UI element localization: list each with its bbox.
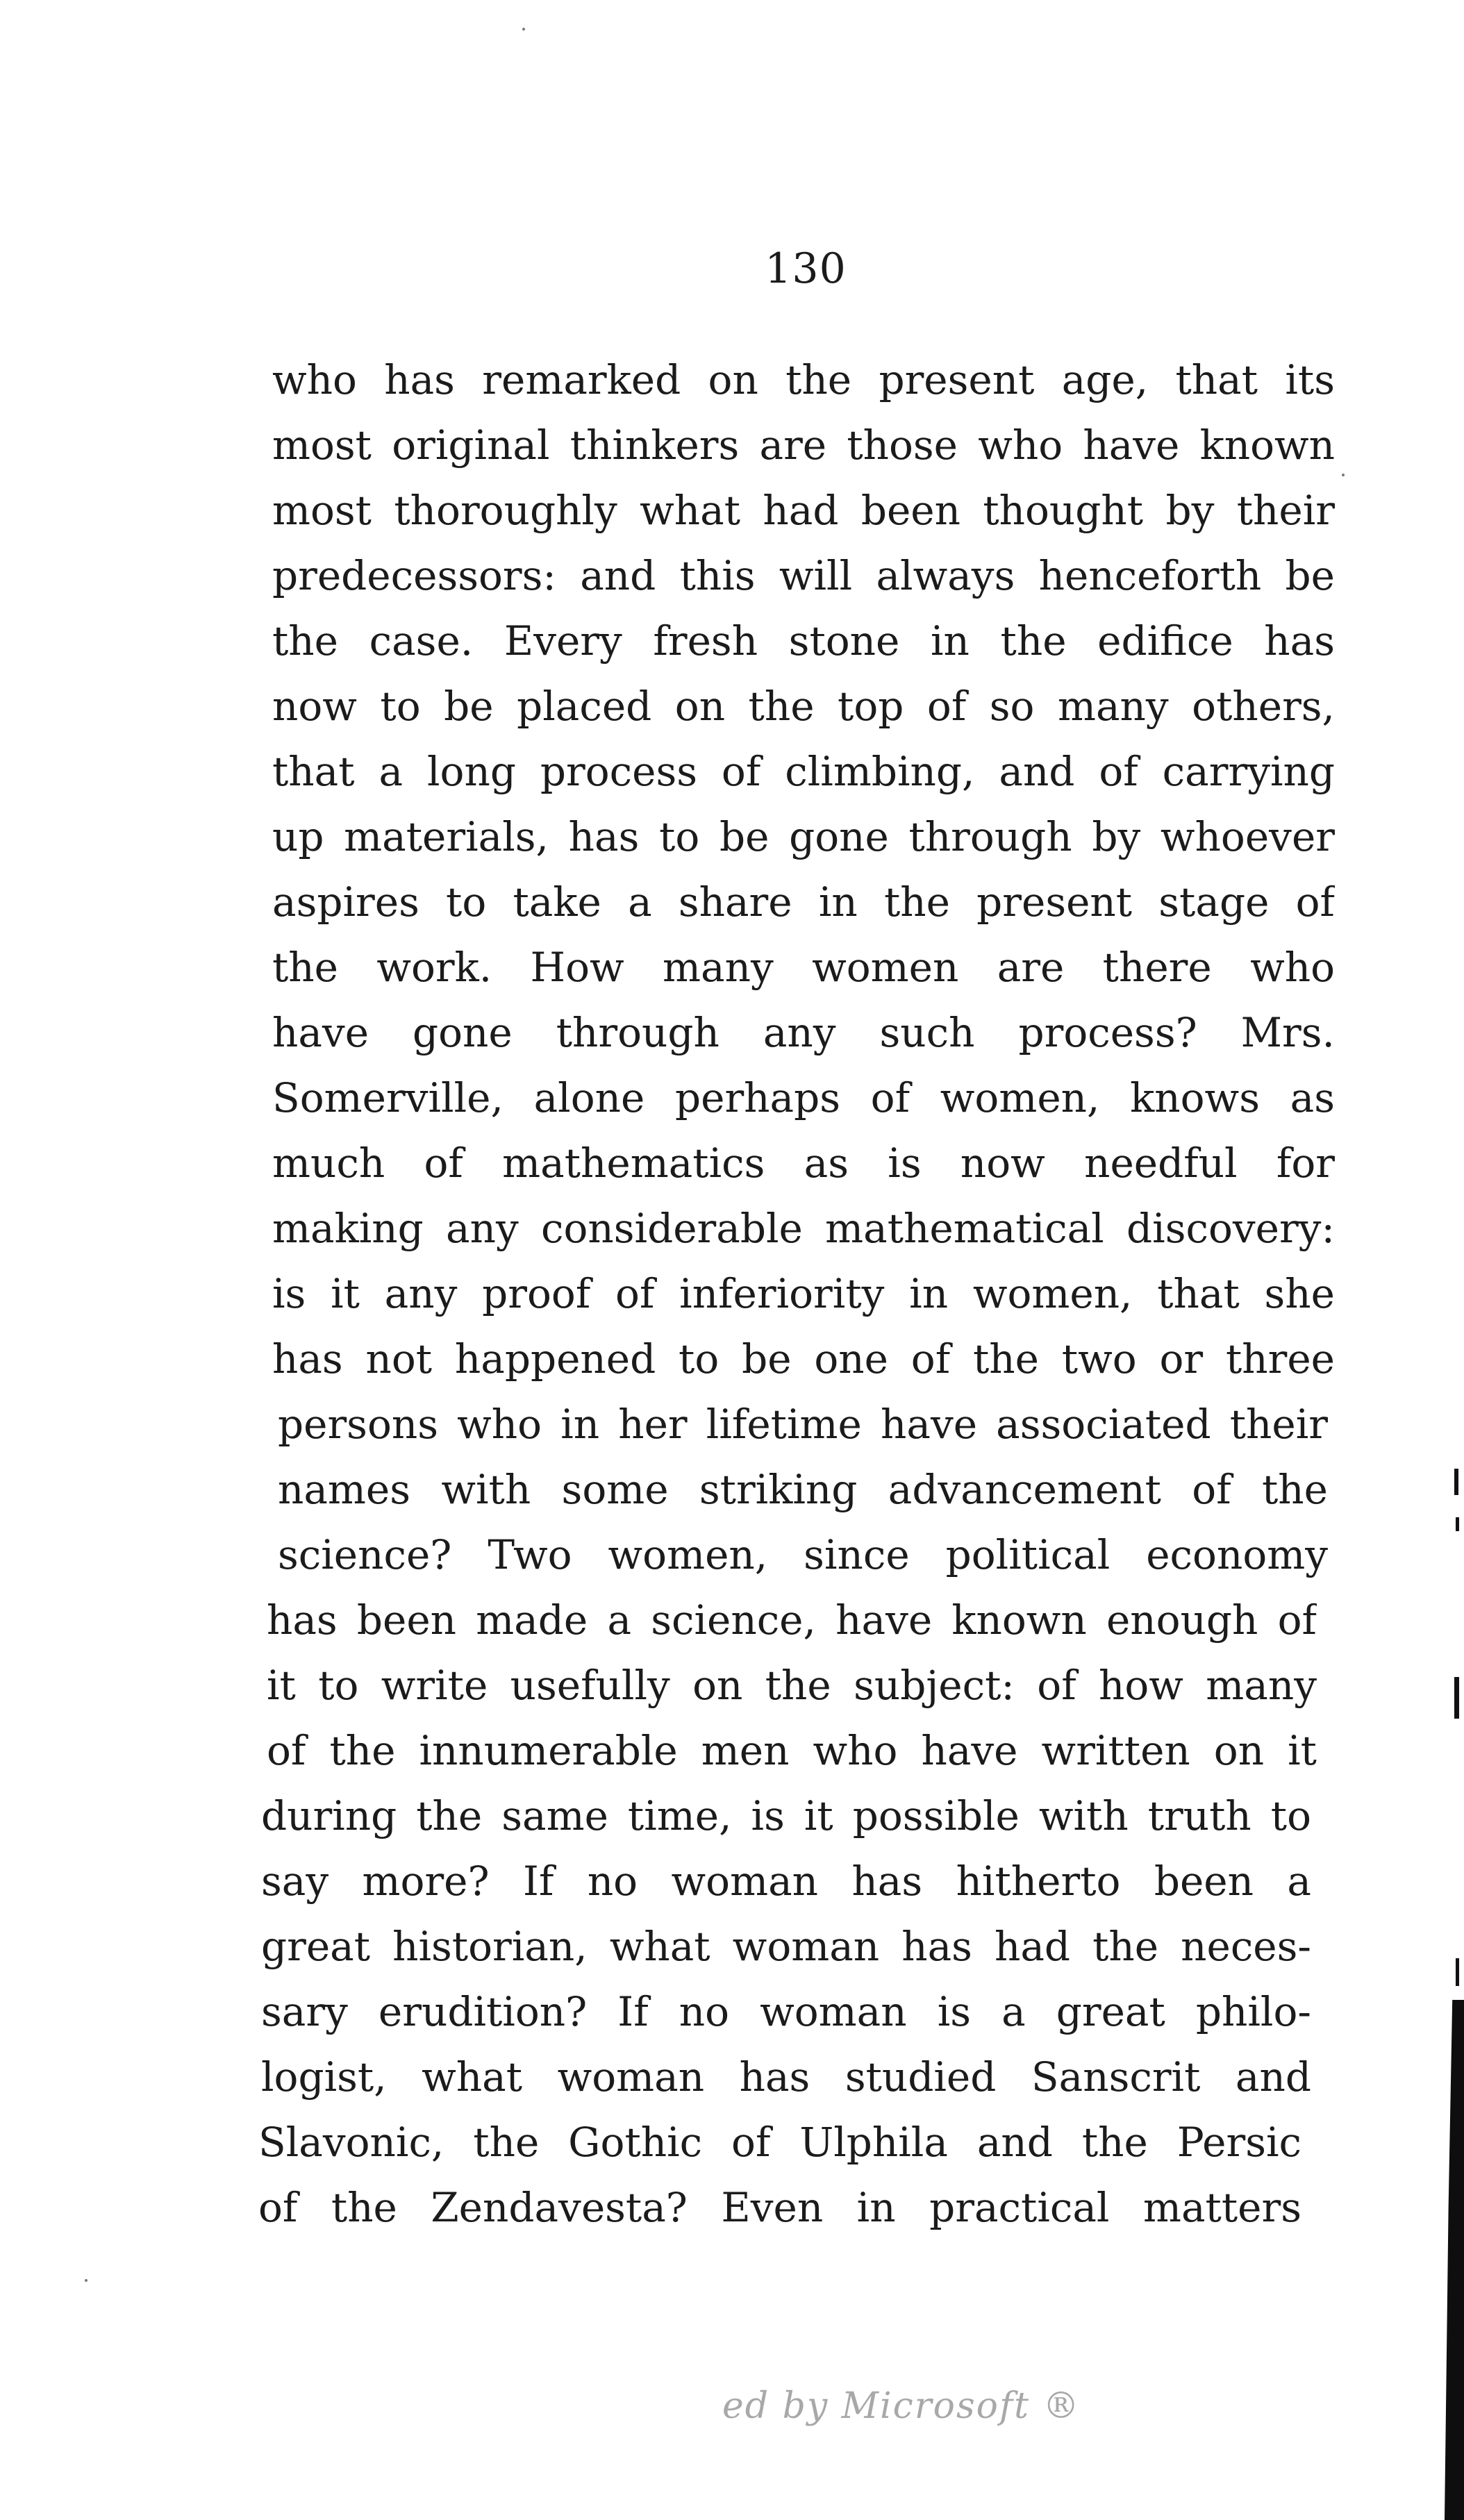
text-line: of the Zendavesta? Even in practical matters [258, 2184, 1301, 2231]
scan-edge-mark [1454, 1677, 1459, 1719]
text-line: persons who in her lifetime have associated their [278, 1401, 1328, 1448]
scan-edge-mark [1454, 1469, 1458, 1495]
scan-speck [85, 2279, 88, 2282]
scan-edge-mark [1456, 1958, 1459, 1986]
text-line: logist, what woman has studied Sanscrit and [261, 2053, 1311, 2101]
scan-speck [522, 28, 525, 31]
scan-edge-mark [1456, 1517, 1459, 1531]
text-line: has not happened to be one of the two or three [272, 1335, 1335, 1383]
scan-speck [1342, 474, 1345, 476]
text-line: great historian, what woman has had the neces- [261, 1923, 1311, 1970]
page-number: 130 [765, 244, 847, 293]
scan-edge-shadow [1445, 2000, 1464, 2520]
text-line: Somerville, alone perhaps of women, knows as [272, 1074, 1335, 1121]
text-line: most original thinkers are those who have known [272, 422, 1335, 469]
text-line: science? Two women, since political economy [278, 1531, 1328, 1578]
text-line: making any considerable mathematical discovery: [272, 1205, 1335, 1252]
text-line: now to be placed on the top of so many others, [272, 683, 1335, 730]
text-line: say more? If no woman has hitherto been a [261, 1858, 1311, 1905]
body-text [258, 347, 1335, 2240]
text-line: names with some striking advancement of the [278, 1466, 1328, 1513]
text-line: during the same time, is it possible with truth to [261, 1792, 1311, 1839]
text-line: has been made a science, have known enough of [267, 1596, 1317, 1644]
text-line: much of mathematics as is now needful for [272, 1140, 1335, 1187]
text-line: most thoroughly what had been thought by their [272, 487, 1335, 534]
text-line: that a long process of climbing, and of carrying [272, 748, 1335, 795]
text-line: Slavonic, the Gothic of Ulphila and the Persic [258, 2119, 1301, 2166]
text-line: predecessors: and this will always henceforth be [272, 552, 1335, 599]
text-line: aspires to take a share in the present stage of [272, 878, 1335, 926]
text-line: of the innumerable men who have written on it [267, 1727, 1317, 1774]
text-line: up materials, has to be gone through by whoever [272, 813, 1335, 860]
text-line: the work. How many women are there who [272, 944, 1335, 991]
text-line: it to write usefully on the subject: of how many [267, 1662, 1317, 1709]
text-line: is it any proof of inferiority in women, that she [272, 1270, 1335, 1317]
text-line: have gone through any such process? Mrs. [272, 1009, 1335, 1056]
text-line: who has remarked on the present age, that its [272, 356, 1335, 403]
text-line: the case. Every fresh stone in the edifice has [272, 617, 1335, 665]
text-line: sary erudition? If no woman is a great philo- [261, 1988, 1311, 2035]
digitization-watermark: ed by Microsoft ® [722, 2385, 1081, 2427]
